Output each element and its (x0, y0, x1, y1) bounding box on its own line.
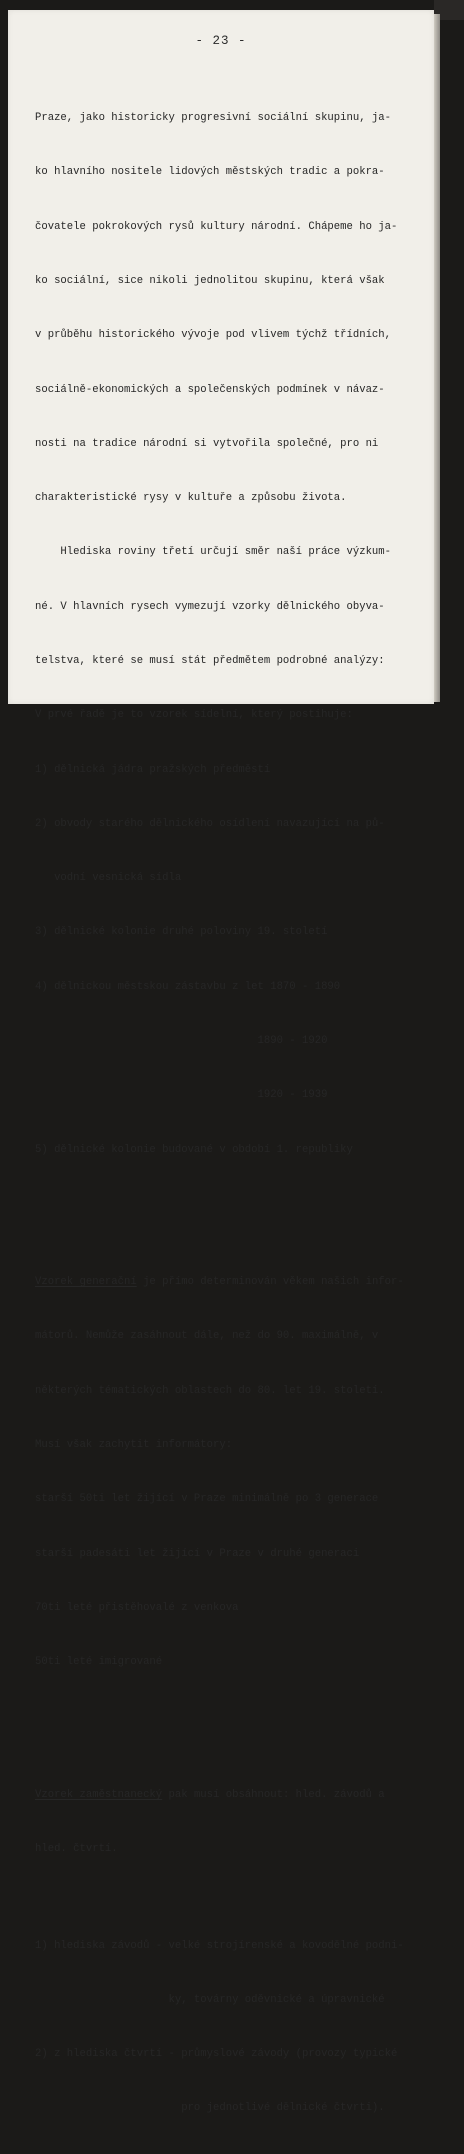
document-page (8, 10, 434, 2115)
list-item: 50ti leté imigrované (35, 1656, 163, 1669)
text-line: Hlediska roviny třetí určují směr naší práce výzkum- (35, 546, 392, 559)
text-line: Praze, jako historicky progresivní sociální skupinu, ja- (35, 112, 392, 125)
list-item: 2) obvody starého dělnického osídlení navazující na pů- (35, 817, 385, 830)
list-item: 1890 - 1920 (35, 1034, 328, 1047)
text-line: hled. čtvrtí. (35, 1843, 118, 1856)
text-line: ko sociální, sice nikoli jednolitou skupinu, která však (35, 275, 385, 288)
list-item: 1) hlediska závodů - velké strojírenské a kovodělné podni- (35, 1939, 404, 1952)
text-line: V prvé řadě je to vzorek sídelní, který postihuje: (35, 709, 353, 722)
text-line: ko hlavního nositele lidových městských tradic a pokra- (35, 166, 385, 179)
list-item: pro jednotlivé dělnické čtvrti). (35, 2102, 385, 2115)
body-text (35, 73, 425, 2154)
page-edge (434, 14, 440, 702)
text-line: charakteristické rysy v kultuře a způsobu života. (35, 492, 347, 505)
text-line: nosti na tradice národní si vytvořila společné, pro ni (35, 437, 379, 450)
text-line: sociálně-ekonomických a společenských podmínek v návaz- (35, 383, 385, 396)
list-item: vodní vesnická sídla (35, 872, 182, 885)
list-item: 70ti leté přistěhovalé z venkova (35, 1601, 239, 1614)
list-item: ky, továrny oděvnické a úpravnické (35, 1993, 385, 2006)
list-item: starší padesáti let žijící v Praze v druhé generaci (35, 1547, 360, 1560)
list-item: 5) dělnické kolonie budované v období 1. republiky (35, 1143, 353, 1156)
section-title-employment: Vzorek zaměstnanecký (35, 1788, 163, 1801)
section-title-generational: Vzorek generační (35, 1276, 137, 1289)
text-line: Musí však zachytit informátory: (35, 1439, 233, 1452)
text-line: né. V hlavních rysech vymezují vzorky dělnického obyva- (35, 600, 385, 613)
text-line: některých tématických oblastech do 80. let 19. století. (35, 1384, 385, 1397)
list-item: starší 50ti let žijící v Praze minimálně po 3 generace (35, 1493, 379, 1506)
text-line: telstva, které se musí stát předmětem podrobné analýzy: (35, 655, 385, 667)
list-item: 4) dělnickou městskou zástavbu z let 1870 - 1890 (35, 980, 341, 993)
page-number: - 23 - (195, 34, 247, 48)
text-line: čovatele pokrokových rysů kultury národní. Chápeme ho ja- (35, 220, 398, 233)
list-item: 1920 - 1939 (35, 1089, 328, 1102)
list-item: 2) z hlediska čtvrtí - průmyslové závody (provozy typické (35, 2048, 398, 2061)
generational-intro: Vzorek generační je přímo determinován věkem našich infor- (35, 1276, 404, 1289)
list-item: 3) dělnické kolonie druhé poloviny 19. století (35, 926, 328, 939)
text-line: mátorů. Nemůže zasáhnout dále, než do 90. maximálně, v (35, 1330, 379, 1343)
list-item: 1) dělnická jádra pražských předměstí (35, 763, 271, 776)
text-line: v průběhu historického vývoje pod vlivem týchž třídních, (35, 329, 392, 342)
employment-intro: Vzorek zaměstnanecký pak musí obsáhnout: hled. závodů a (35, 1788, 385, 1801)
